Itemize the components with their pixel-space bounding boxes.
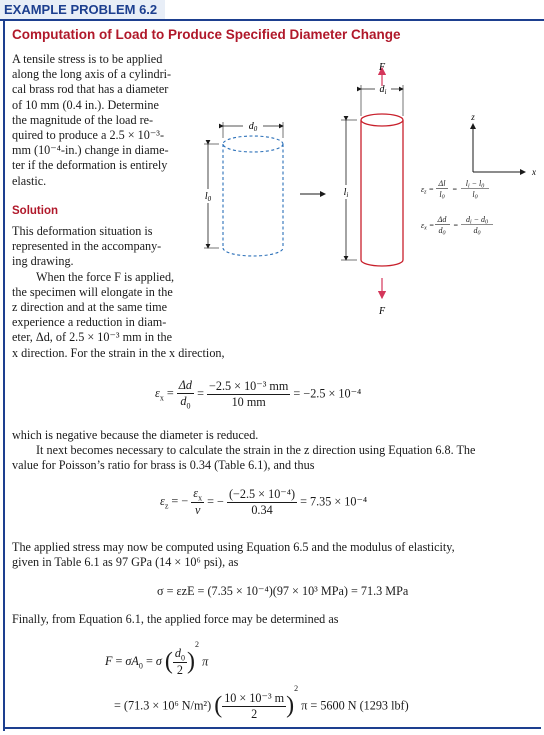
solution-heading: Solution xyxy=(12,205,58,217)
solution-line: experience a reduction in diam- xyxy=(12,315,167,330)
example-header: EXAMPLE PROBLEM 6.2 xyxy=(0,0,165,19)
problem-line: elastic. xyxy=(12,173,47,188)
svg-text:d0: d0 xyxy=(438,226,446,237)
text-line: The applied stress may now be computed using Equation 6.5 and the modulus of elasticity, xyxy=(12,540,455,554)
text-negative: which is negative because the diameter is reduced. xyxy=(12,428,259,442)
bottom-rule xyxy=(3,727,541,729)
di-label: $d_i$ xyxy=(379,84,387,96)
solution-line: When the force F is applied, xyxy=(36,269,175,284)
axis-x-label: x xyxy=(532,167,536,177)
text-line: value for Poisson’s ratio for brass is 0.34 (Table 6.1), and thus xyxy=(12,458,315,473)
solution-line: eter, Δd, of 2.5 × 10⁻³ mm in the xyxy=(12,330,173,345)
solution-line: the specimen will elongate in the xyxy=(12,284,173,299)
problem-line: cal brass rod that has a diameter xyxy=(12,82,169,97)
solution-line: x direction. For the strain in the x direction, xyxy=(12,345,225,360)
svg-text:=: = xyxy=(453,221,459,230)
original-cylinder xyxy=(223,136,283,256)
svg-text:εz =: εz = xyxy=(421,185,434,196)
problem-title: Computation of Load to Produce Specified Diameter Change xyxy=(12,27,401,42)
svg-text:=: = xyxy=(452,185,458,194)
svg-text:di − d0: di − d0 xyxy=(465,215,489,226)
svg-text:Δd: Δd xyxy=(437,215,447,224)
solution-line: represented in the accompany- xyxy=(12,239,162,254)
solution-line: z direction and at the same time xyxy=(12,300,167,315)
header-rule xyxy=(0,19,544,21)
svg-text:li − l0: li − l0 xyxy=(465,179,485,190)
eq2-denominator: 0.34 xyxy=(251,502,273,517)
text-line: given in Table 6.1 as 97 GPa (14 × 10⁶ psi), as xyxy=(12,555,239,570)
deformation-figure xyxy=(195,58,540,320)
text-line: It next becomes necessary to calculate the strain in the z direction using Equation 6.8. The xyxy=(36,443,476,457)
text-stress xyxy=(12,540,537,570)
solution-line: This deformation situation is xyxy=(12,224,153,238)
text-poisson xyxy=(12,443,537,473)
problem-line: of 10 mm (0.4 in.). Determine xyxy=(12,97,159,112)
eq4b-lhs: = (71.3 × 10⁶ N/m²) xyxy=(114,698,212,713)
problem-line: along the long axis of a cylindri- xyxy=(12,67,172,82)
equation-strain-z: $\varepsilon_z$ = − $\frac{\varepsilon_x}{\nu}$ = − $\frac{\text{(−2.5 × 10⁻⁴)}}{0.34}$ = 7.35 × 10⁻⁴ xyxy=(160,486,368,518)
deformed-cylinder xyxy=(361,114,403,266)
force-bottom-label: F xyxy=(378,306,386,317)
eq2-result: = 7.35 × 10⁻⁴ xyxy=(300,494,368,509)
eq4b-numerator: 10 × 10⁻³ m xyxy=(224,690,285,705)
strain-formulas xyxy=(421,179,493,237)
text-force: Finally, from Equation 6.1, the applied force may be determined as xyxy=(12,612,339,626)
equation-stress: σ = εzE = (7.35 × 10⁻⁴)(97 × 10³ MPa) = 71.3 MPa xyxy=(157,584,409,598)
eq1-numerator: −2.5 × 10⁻³ mm xyxy=(209,378,289,393)
svg-text:l0: l0 xyxy=(472,190,478,201)
problem-line: quired to produce a 2.5 × 10⁻³- xyxy=(12,128,164,143)
eq2-numerator: (−2.5 × 10⁻⁴) xyxy=(228,486,296,501)
solution-line: ing drawing. xyxy=(12,254,74,269)
axes xyxy=(473,124,525,172)
problem-statement xyxy=(12,52,197,189)
axis-z-label: z xyxy=(471,112,475,122)
problem-line: mm (10⁻⁴-in.) change in diame- xyxy=(12,143,169,158)
left-rule xyxy=(3,21,5,731)
svg-text:εx =: εx = xyxy=(421,221,435,232)
eq4b-result: π = 5600 N (1293 lbf) xyxy=(301,698,409,713)
svg-text:Δl: Δl xyxy=(438,179,446,188)
svg-text:d0: d0 xyxy=(473,226,481,237)
problem-line: ter if the deformation is entirely xyxy=(12,158,168,173)
li-label: $l_i$ xyxy=(343,187,349,199)
equation-strain-x: $\varepsilon_x$ = $\frac{\Delta d}{d_0}$ = $\frac{\text{−2.5 × 10⁻³ mm}}{10 mm}$ = −2.5 × 10⁻⁴ xyxy=(155,378,362,411)
svg-text:l0: l0 xyxy=(439,190,445,201)
eq4b-denominator: 2 xyxy=(251,706,258,721)
problem-line: A tensile stress is to be applied xyxy=(12,52,163,66)
problem-line: the magnitude of the load re- xyxy=(12,112,154,127)
eq1-result: = −2.5 × 10⁻⁴ xyxy=(293,386,362,401)
l0-label: $l_0$ xyxy=(204,191,212,203)
equation-force-2: = (71.3 × 10⁶ N/m²) ( $\frac{\text{10 × 10⁻³ m}}{2}$ )$^2$ π = 5600 N (1293 lbf) xyxy=(114,684,409,721)
eq1-denominator: 10 mm xyxy=(231,394,266,409)
d0-label: $d_0$ xyxy=(248,121,258,133)
force-top-label: F xyxy=(378,62,386,73)
equation-force-1: $F = \sigma A_0 = \sigma$ ( $\frac{d_0}{2}$ )$^2$ π xyxy=(105,640,209,678)
